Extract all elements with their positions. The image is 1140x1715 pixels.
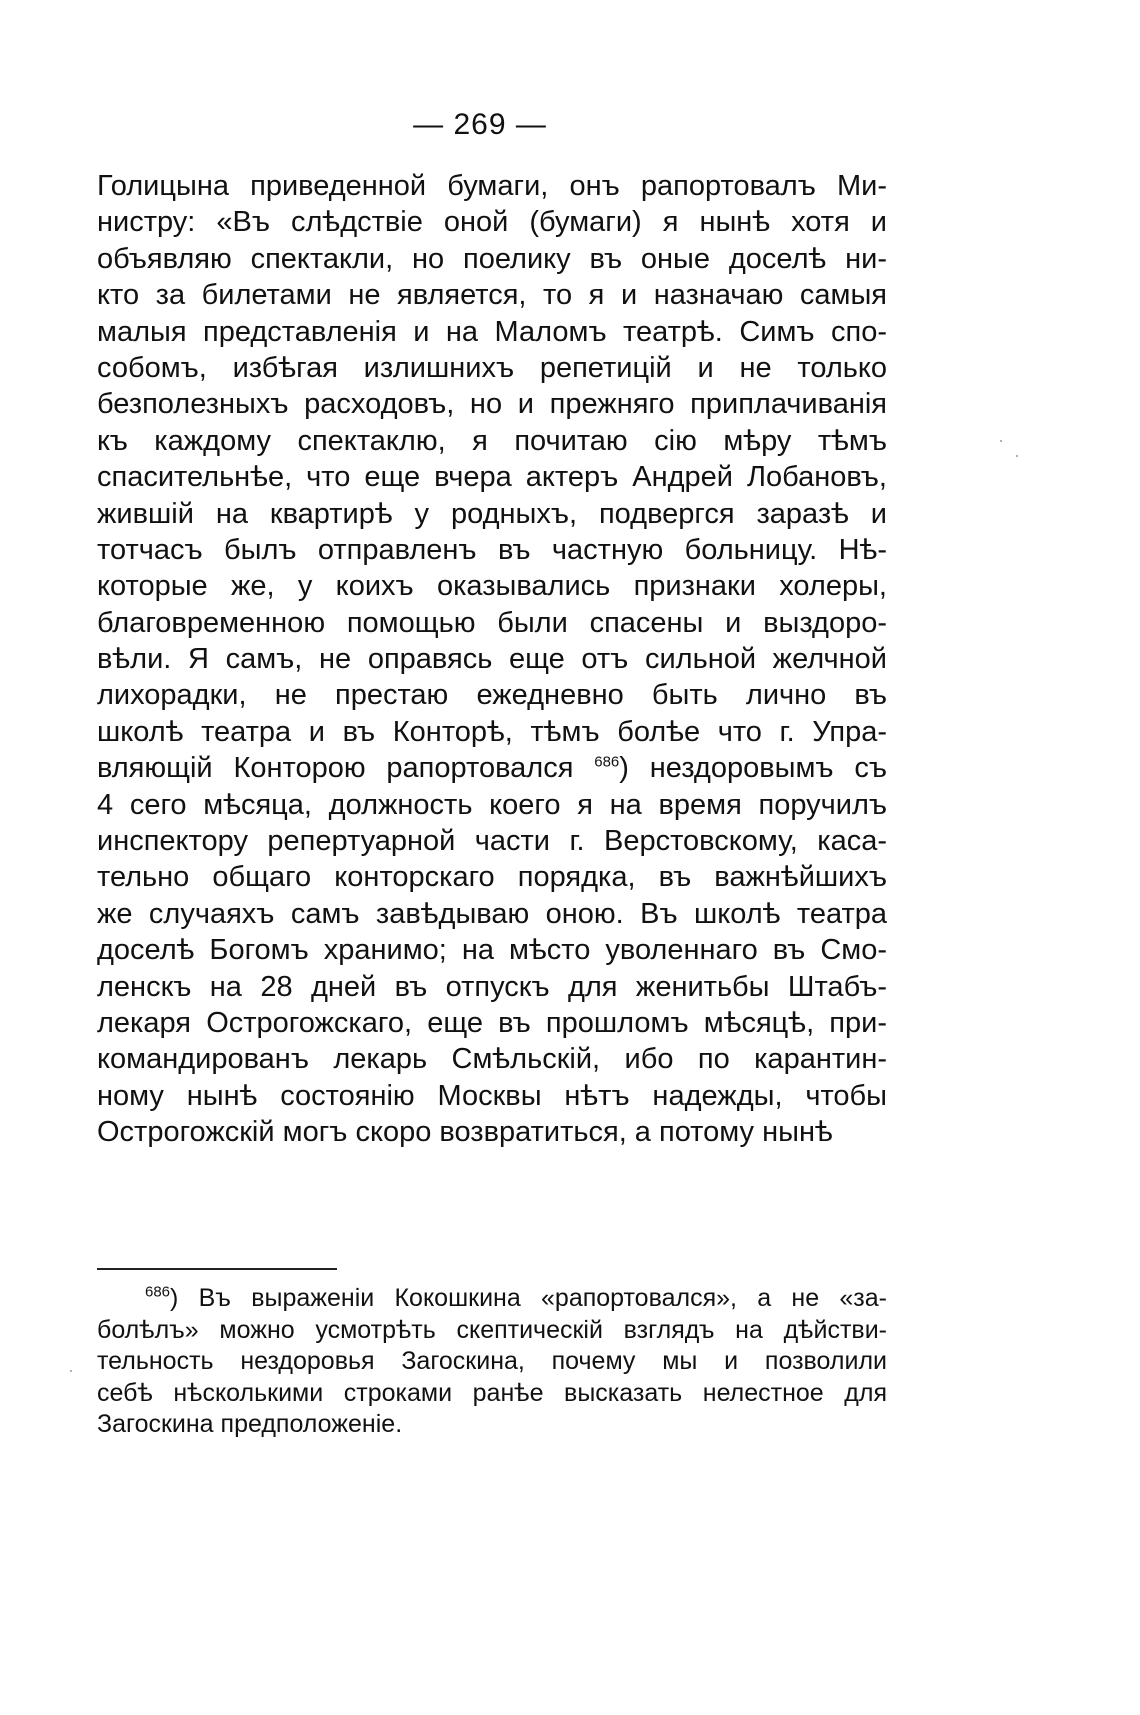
text-line: къ каждому спектаклю, я почитаю сію мѣру тѣмъ (97, 424, 887, 457)
text-line: Голицына приведенной бумаги, онъ рапортовалъ Ми- (97, 170, 887, 202)
footnote-reference: 686 (594, 753, 620, 771)
scan-speck (1000, 440, 1002, 442)
text-line: тотчасъ былъ отправленъ въ частную больницу. Нѣ- (97, 533, 887, 566)
scan-speck (70, 1370, 72, 1372)
text-line: нистру: «Въ слѣдствіе оной (бумаги) я нынѣ хотя и (97, 206, 887, 239)
footnote-marker: 686 (145, 1283, 171, 1301)
text-line: благовременною помощью были спасены и выздоро- (97, 606, 887, 639)
text-line: школѣ театра и въ Конторѣ, тѣмъ болѣе что г. Упра- (97, 715, 887, 748)
footnote-line: тельность нездоровья Загоскина, почему мы и позволили (97, 1347, 887, 1376)
text-line: ленскъ на 28 дней въ отпускъ для женитьбы Штабъ- (97, 970, 887, 1003)
text-line: инспектору репертуарной части г. Верстовскому, каса- (97, 825, 887, 858)
text-line-part: ) нездоровымъ съ (619, 752, 887, 785)
text-line: командированъ лекарь Смѣльскій, ибо по карантин- (97, 1043, 887, 1076)
text-line: кто за билетами не является, то я и назначаю самыя (97, 279, 887, 312)
footnote-line: болѣлъ» можно усмотрѣть скептическій взглядъ на дѣйстви- (97, 1315, 887, 1344)
footnote (97, 1283, 887, 1441)
text-line: же случаяхъ самъ завѣдываю оною. Въ школѣ театра (97, 897, 887, 930)
text-line: которые же, у коихъ оказывались признаки холеры, (97, 570, 887, 603)
body-text (97, 168, 887, 1151)
text-line: 4 сего мѣсяца, должность коего я на время поручилъ (97, 788, 887, 821)
text-line: жившій на квартирѣ у родныхъ, подвергся заразѣ и (97, 497, 887, 530)
text-line: спасительнѣе, что еще вчера актеръ Андрей Лобановъ, (97, 461, 887, 494)
footnote-divider (97, 1268, 337, 1270)
footnote-line: Загоскина предположеніе. (97, 1410, 403, 1439)
text-line: малыя представленія и на Маломъ театрѣ. Симъ спо- (97, 315, 887, 348)
text-line-part: вляющій Конторою рапортовался (97, 752, 595, 785)
footnote-line: себѣ нѣсколькими строками ранѣе высказать нелестное для (97, 1378, 887, 1407)
text-line: вѣли. Я самъ, не оправясь еще отъ сильной желчной (97, 643, 887, 676)
text-line: безполезныхъ расходовъ, но и прежняго приплачиванія (97, 388, 887, 421)
text-line: лихорадки, не престаю ежедневно быть лично въ (97, 679, 887, 712)
text-line: объявляю спектакли, но поелику въ оные доселѣ ни- (97, 242, 887, 275)
text-line: Острогожскій могъ скоро возвратиться, а потому нынѣ (97, 1116, 833, 1149)
scan-speck (1016, 455, 1018, 457)
text-line: лекаря Острогожскаго, еще въ прошломъ мѣсяцѣ, при- (97, 1006, 887, 1039)
text-line: собомъ, избѣгая излишнихъ репетицій и не только (97, 351, 887, 384)
text-line: ному нынѣ состоянію Москвы нѣтъ надежды, чтобы (97, 1079, 887, 1112)
text-line (97, 750, 887, 786)
footnote-line (97, 1283, 887, 1315)
footnote-line-text: ) Въ выраженіи Кокошкина «рапортовался», а не «за- (170, 1284, 887, 1312)
text-line: доселѣ Богомъ хранимо; на мѣсто уволеннаго въ Смо- (97, 934, 887, 967)
text-line: тельно общаго конторскаго порядка, въ важнѣйшихъ (97, 861, 887, 894)
page-number: — 269 — (413, 108, 547, 141)
